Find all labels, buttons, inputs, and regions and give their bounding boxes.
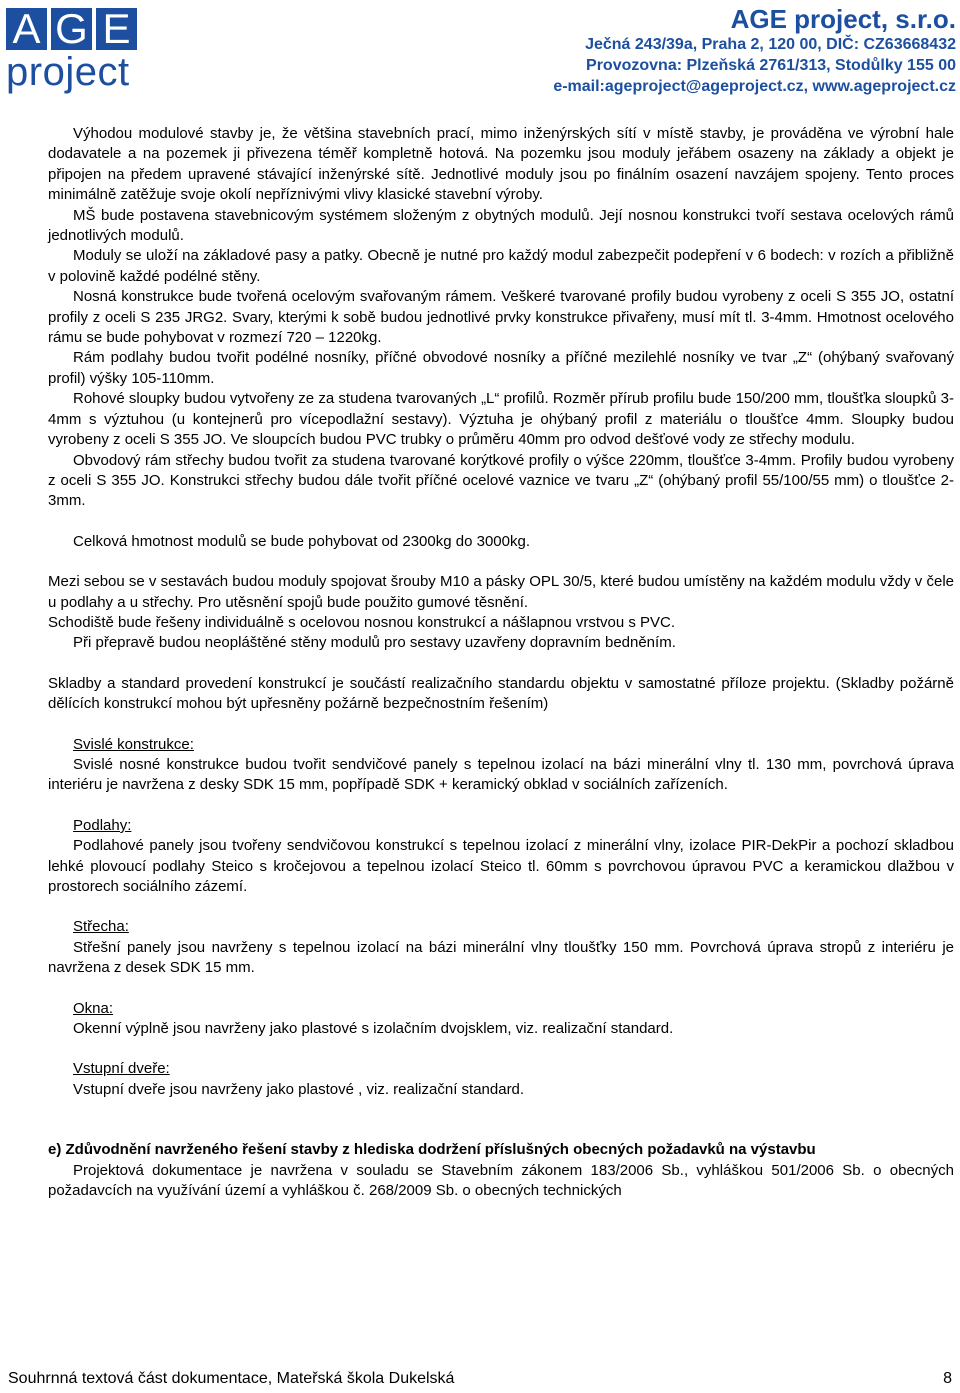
paragraph: Podlahové panely jsou tvořeny sendvičovou konstrukcí s tepelnou izolací z minerální vlny, izolace PIR-DekPir a pochozí skladbou lehké plovoucí podlahy Steico s kročejovou a tepelnou izolací Steico tl. 60mm s povrchovou úpravou PVC a keramickou dlažbou v prostorech sociálního zázemí. xyxy=(48,837,954,895)
logo-letter-a: A xyxy=(6,8,47,50)
subheading-windows: Okna: xyxy=(73,999,114,1017)
page-footer xyxy=(8,1370,952,1388)
paragraph: Obvodový rám střechy budou tvořit za studena tvarované korýtkové profily o výšce 220mm, tloušťce 3-4mm. Profily budou vyrobeny z oceli S 355 JO. Konstrukci střechy budou dále tvořit příčné ocelové vaznice ve tvaru „Z“ (ohýbaný profil 55/100/55 mm) o tloušťce 2-3mm. xyxy=(48,451,954,510)
company-info xyxy=(553,4,956,97)
page-header xyxy=(0,0,960,104)
paragraph: Rohové sloupky budou vytvořeny ze za studena tvarovaných „L“ profilů. Rozměr přírub profilu bude 150/200 mm, tloušťka sloupků 3-4mm s výztuhou (u kontejnerů pro vícepodlažní sestavy). Výztuha je ohýbaný profil z materiálu o tloušťce 4mm. Sloupky budou vyrobeny z oceli S 355 JO. Ve sloupcích budou PVC trubky o průměru 40mm pro odvod dešťové vody ze střechy modulu. xyxy=(48,390,954,449)
document-body xyxy=(48,124,954,1201)
paragraph: Výhodou modulové stavby je, že většina stavebních prací, mimo inženýrských sítí v místě stavby, je prováděna ve výrobní hale dodavatele a na pozemek ji přivezena téměř kompletně hotová. Na pozemku jsou moduly jeřábem osazeny na základy a objekt je připojen na předem upravené stávající inženýrské sítě. Jednotlivé moduly jsou po finálním osazení navzájem spojeny. Tento proces minimálně zatěžuje svoje okolí nepříznivými vlivy klasické stavební výroby. xyxy=(48,125,954,204)
page-number: 8 xyxy=(943,1370,952,1387)
logo-word: project xyxy=(6,50,130,94)
paragraph: Celková hmotnost modulů se bude pohybovat od 2300kg do 3000kg. xyxy=(73,532,530,550)
logo-letter-e: E xyxy=(96,8,137,50)
paragraph: Moduly se uloží na základové pasy a patky. Obecně je nutné pro každý modul zabezpečit podepření v 6 bodech: v rozích a přibližně v polovině každé podélné stěny. xyxy=(48,247,954,285)
paragraph: Projektová dokumentace je navržena v souladu se Stavebním zákonem 183/2006 Sb., vyhláškou 501/2006 Sb. o obecných požadavcích na využívání území a vyhláškou č. 268/2009 Sb. o obecných technických xyxy=(48,1161,954,1200)
company-contact: e-mail:ageproject@ageproject.cz, www.ageproject.cz xyxy=(553,78,956,95)
paragraph: Schodiště bude řešeny individuálně s ocelovou nosnou konstrukcí a nášlapnou vrstvou s PVC. xyxy=(48,613,676,631)
paragraph: Vstupní dveře jsou navrženy jako plastové , viz. realizační standard. xyxy=(73,1080,525,1098)
paragraph: Svislé nosné konstrukce budou tvořit sendvičové panely s tepelnou izolací na bázi minerální vlny tl. 130 mm, povrchová úprava interiéru je navržena z desky SDK 15 mm, popřípadě SDK + keramický obklad v sociálních zařízeních. xyxy=(48,755,954,794)
subheading-vertical-structures: Svislé konstrukce: xyxy=(73,735,194,753)
paragraph: Střešní panely jsou navrženy s tepelnou izolací na bázi minerální vlny tloušťky 150 mm. Povrchová úprava stropů z interiéru je navržena z desek SDK 15 mm. xyxy=(48,938,954,977)
paragraph: Při přepravě budou neopláštěné stěny modulů pro sestavy uzavřeny dopravním bedněním. xyxy=(73,634,676,652)
footer-document-title: Souhrnná textová část dokumentace, Mateřská škola Dukelská xyxy=(8,1370,455,1387)
paragraph: Okenní výplně jsou navrženy jako plastové s izolačním dvojsklem, viz. realizační standard. xyxy=(73,1020,674,1038)
paragraph: MŠ bude postavena stavebnicovým systémem složeným z obytných modulů. Její nosnou konstrukci tvoří sestava ocelových rámů jednotlivých modulů. xyxy=(48,206,954,245)
logo-letter-g: G xyxy=(51,8,92,50)
paragraph: Mezi sebou se v sestavách budou moduly spojovat šrouby M10 a pásky OPL 30/5, které budou umístěny na každém modulu vždy v čele u podlahy a u střechy. Pro utěsnění spojů bude použito gumové těsnění. xyxy=(48,573,954,611)
subheading-entrance-doors: Vstupní dveře: xyxy=(73,1060,170,1078)
company-logo xyxy=(6,5,148,96)
paragraph: Skladby a standard provedení konstrukcí je součástí realizačního standardu objektu v samostatné příloze projektu. (Skladby požárně dělících konstrukcí mohou být upřesněny požárně bezpečnostním řešením) xyxy=(48,674,954,713)
subheading-floors: Podlahy: xyxy=(73,816,132,834)
company-name: AGE project, s.r.o. xyxy=(730,4,956,34)
paragraph: Nosná konstrukce bude tvořená ocelovým svařovaným rámem. Veškeré tvarované profily budou vyrobeny z oceli S 355 JO, ostatní profily z oceli S 235 JRG2. Svary, kterými k sobě budou jednotlivé prvky konstrukce přivařeny, musí mít tl. 3-4mm. Hmotnost ocelového rámu se bude pohybovat v rozmezí 720 – 1220kg. xyxy=(48,288,954,347)
subheading-roof: Střecha: xyxy=(73,918,129,936)
section-heading-e: e) Zdůvodnění navrženého řešení stavby z hlediska dodržení příslušných obecných požadavků na výstavbu xyxy=(48,1141,816,1159)
paragraph: Rám podlahy budou tvořit podélné nosníky, příčné obvodové nosníky a příčné mezilehlé nosníky ve tvar „Z“ (ohýbaný svařovaný profil) výšky 105-110mm. xyxy=(48,349,954,387)
company-address: Ječná 243/39a, Praha 2, 120 00, DIČ: CZ63668432 xyxy=(585,36,956,53)
company-branch: Provozovna: Plzeňská 2761/313, Stodůlky 155 00 xyxy=(586,57,956,74)
